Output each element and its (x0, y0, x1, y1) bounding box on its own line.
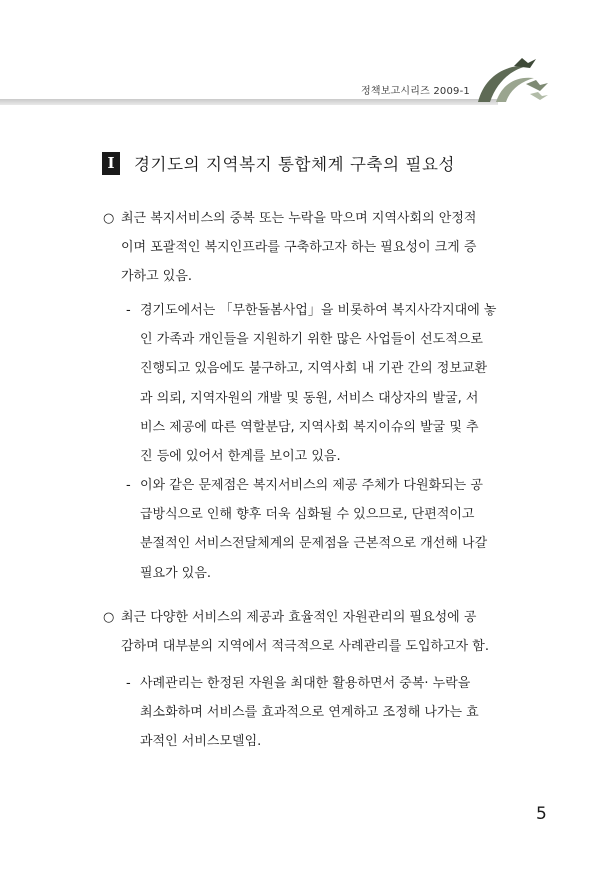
text-line: 감하며 대부분의 지역에서 적극적으로 사례관리를 도입하고자 함. (121, 639, 489, 655)
text-line: 급방식으로 인해 향후 더욱 심화될 수 있으므로, 단편적이고 (140, 507, 475, 523)
text-line: 이와 같은 문제점은 복지서비스의 제공 주체가 다원화되는 공 (140, 478, 483, 493)
dash-marker: - (126, 478, 131, 493)
text-line: 이며 포괄적인 복지인프라를 구축하고자 하는 필요성이 크게 증 (121, 240, 477, 256)
text-line: 진행되고 있음에도 불구하고, 지역사회 내 기관 간의 정보교환 (140, 361, 488, 377)
text-line: 필요가 있음. (140, 565, 212, 581)
series-label: 정책보고시리즈 2009-1 (360, 86, 470, 97)
dash-marker: - (126, 676, 131, 691)
circle-bullet-icon: ○ (103, 610, 115, 625)
bullet-paragraph-2 (103, 603, 523, 661)
text-line: 가하고 있음. (121, 269, 193, 285)
circle-bullet-icon: ○ (103, 211, 115, 226)
text-line: 분절적인 서비스전달체계의 문제점을 근본적으로 개선해 나갈 (140, 536, 488, 552)
dash-paragraph-3 (126, 669, 526, 757)
dash-marker: - (126, 303, 131, 318)
section-title: 경기도의 지역복지 통합체계 구축의 필요성 (134, 155, 456, 174)
text-line: 경기도에서는 「무한돌봄사업」을 비롯하여 복지사각지대에 놓 (140, 303, 497, 318)
bird-logo-icon (470, 50, 550, 112)
page-number: 5 (536, 804, 547, 824)
text-line: 최근 다양한 서비스의 제공과 효율적인 자원관리의 필요성에 공 (121, 610, 477, 625)
text-line: 진 등에 있어서 한계를 보이고 있음. (140, 449, 341, 465)
text-line: 사례관리는 한정된 자원을 최대한 활용하면서 중복· 누락을 (140, 676, 471, 691)
text-line: 최소화하며 서비스를 효과적으로 연계하고 조정해 나가는 효 (140, 705, 479, 721)
text-line: 비스 제공에 따른 역할분담, 지역사회 복지이슈의 발굴 및 추 (140, 419, 479, 435)
section-number-badge: I (102, 152, 120, 175)
text-line: 과적인 서비스모델임. (140, 734, 262, 750)
section-heading (102, 151, 455, 175)
dash-paragraph-2 (126, 471, 526, 588)
text-line: 최근 복지서비스의 중복 또는 누락을 막으며 지역사회의 안정적 (121, 211, 477, 226)
bullet-paragraph-1 (103, 204, 523, 292)
dash-paragraph-1 (126, 296, 526, 471)
text-line: 과 의뢰, 지역자원의 개발 및 동원, 서비스 대상자의 발굴, 서 (140, 390, 479, 406)
header-rule (0, 99, 498, 105)
text-line: 인 가족과 개인들을 지원하기 위한 많은 사업들이 선도적으로 (140, 332, 483, 348)
